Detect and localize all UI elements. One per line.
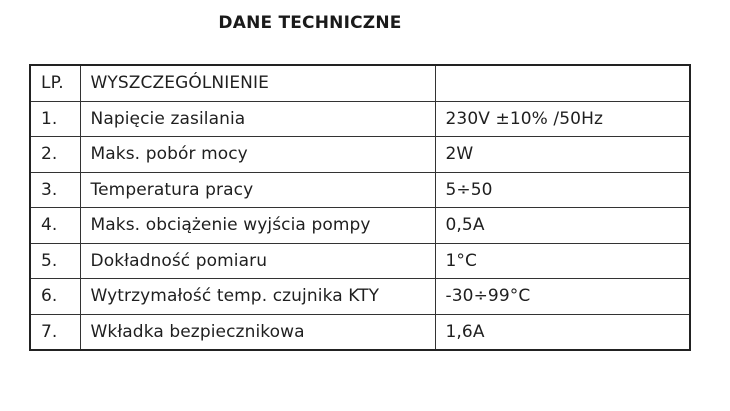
row-description: Temperatura pracy (80, 172, 435, 208)
technical-data-table (29, 64, 691, 351)
row-description: Wytrzymałość temp. czujnika KTY (80, 279, 435, 315)
table-row (30, 208, 690, 244)
row-description: Wkładka bezpiecznikowa (80, 314, 435, 350)
row-description: Dokładność pomiaru (80, 243, 435, 279)
row-number: 4. (30, 208, 80, 244)
table-row (30, 137, 690, 173)
table-row (30, 243, 690, 279)
row-number: 3. (30, 172, 80, 208)
row-value: 230V ±10% /50Hz (435, 101, 690, 137)
header-cell-description: WYSZCZEGÓLNIENIE (80, 65, 435, 101)
header-cell-lp: LP. (30, 65, 80, 101)
row-value: -30÷99°C (435, 279, 690, 315)
table-row (30, 279, 690, 315)
row-number: 6. (30, 279, 80, 315)
row-value: 0,5A (435, 208, 690, 244)
row-value: 5÷50 (435, 172, 690, 208)
table-row (30, 101, 690, 137)
row-number: 5. (30, 243, 80, 279)
header-cell-value (435, 65, 690, 101)
row-number: 1. (30, 101, 80, 137)
page-title: DANE TECHNICZNE (218, 13, 402, 33)
table-row (30, 172, 690, 208)
row-description: Napięcie zasilania (80, 101, 435, 137)
row-description: Maks. obciążenie wyjścia pompy (80, 208, 435, 244)
row-value: 1°C (435, 243, 690, 279)
row-value: 1,6A (435, 314, 690, 350)
row-value: 2W (435, 137, 690, 173)
row-number: 2. (30, 137, 80, 173)
row-number: 7. (30, 314, 80, 350)
row-description: Maks. pobór mocy (80, 137, 435, 173)
table-row (30, 314, 690, 350)
table-header-row (30, 65, 690, 101)
